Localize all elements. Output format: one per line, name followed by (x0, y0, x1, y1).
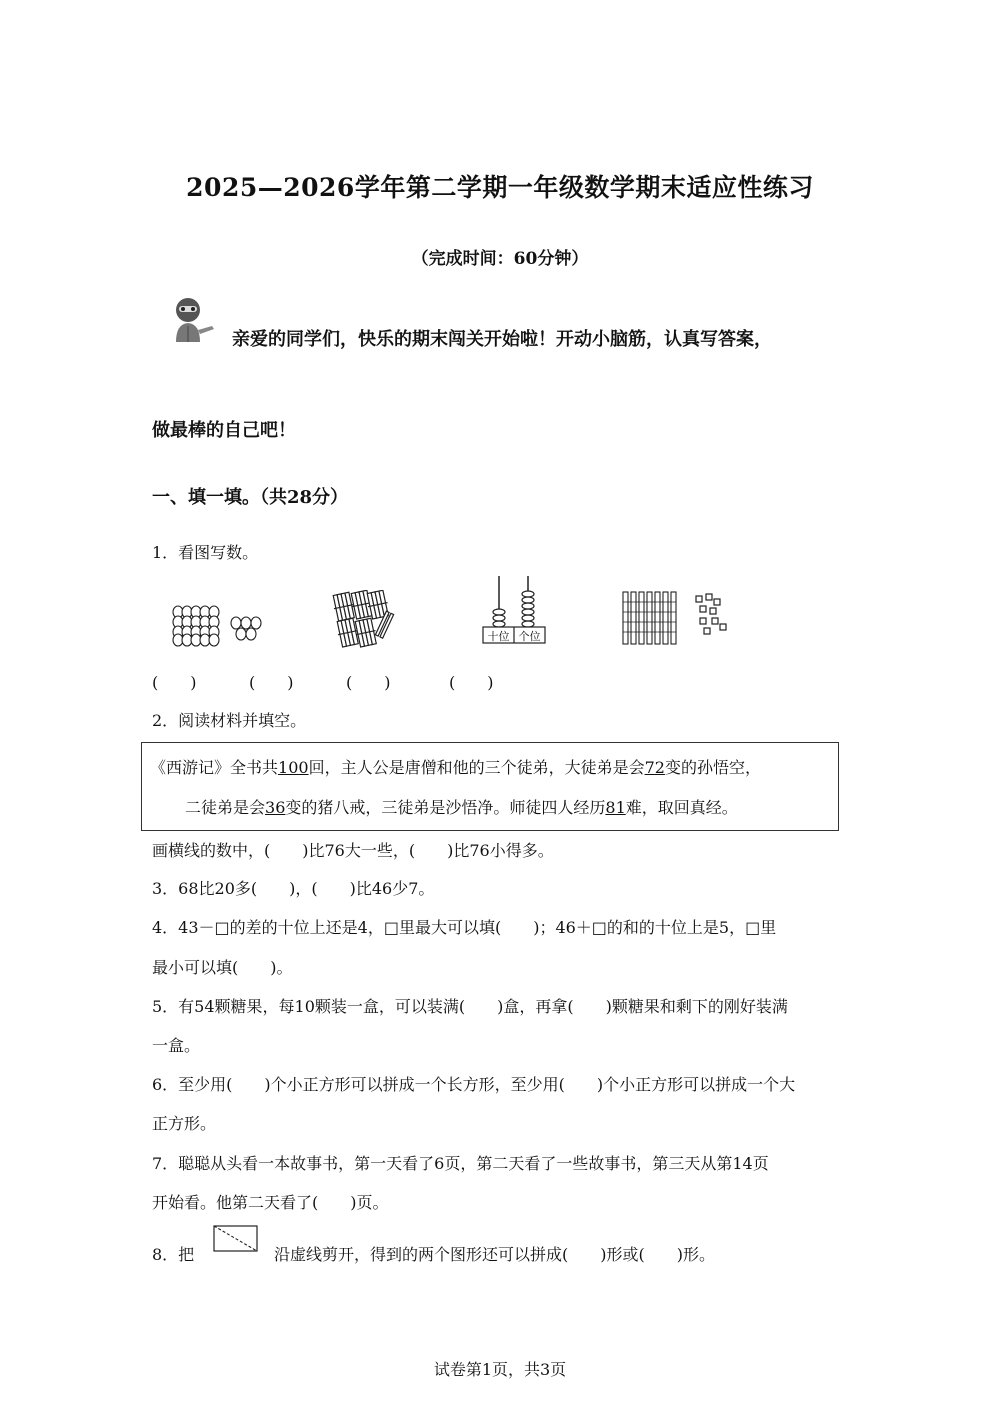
greeting-line-2: 做最棒的自己吧！ (152, 420, 296, 441)
question-7-line-1: 7．聪聪从头看一本故事书，第一天看了6页，第二天看了一些故事书，第三天从第14页 (152, 1154, 769, 1173)
question-4-line-1: 4．43－□的差的十位上还是4，□里最大可以填( )；46＋□的和的十位上是5，□里 (152, 918, 777, 937)
q1-answer-3: ( ) (346, 673, 391, 692)
q1-answer-2: ( ) (249, 673, 294, 692)
passage-text: 难，取回真经。 (625, 798, 738, 817)
greeting-line-1: 亲爱的同学们，快乐的期末闯关开始啦！开动小脑筋，认真写答案， (232, 329, 772, 350)
underlined-number: 81 (605, 798, 626, 817)
passage-line-2 (185, 795, 738, 818)
question-6-line-1: 6．至少用( )个小正方形可以拼成一个长方形，至少用( )个小正方形可以拼成一个大 (152, 1075, 796, 1094)
abacus-tens-label: 十位 (487, 630, 510, 643)
egg-cluster-image (170, 603, 262, 647)
reading-passage-box (141, 742, 839, 831)
underlined-number: 36 (265, 798, 286, 817)
question-1-label: 1．看图写数。 (152, 543, 259, 562)
question-3: 3．68比20多( )，( )比46少7。 (152, 879, 435, 898)
passage-text: 变的猪八戒，三徒弟是沙悟净。师徒四人经历 (285, 798, 606, 817)
question-8-text: 沿虚线剪开，得到的两个图形还可以拼成( )形或( )形。 (274, 1245, 715, 1264)
abacus-ones-label: 个位 (518, 630, 541, 643)
q1-answer-1: ( ) (152, 673, 197, 692)
question-2-label: 2．阅读材料并填空。 (152, 711, 307, 730)
page-footer: 试卷第1页，共3页 (433, 1360, 567, 1379)
robot-mascot-icon (168, 296, 220, 346)
passage-text: 《西游记》全书共 (150, 758, 279, 777)
q1-answer-4: ( ) (449, 673, 494, 692)
question-5-line-1: 5．有54颗糖果，每10颗装一盒，可以装满( )盒，再拿( )颗糖果和剩下的刚好装满 (152, 997, 788, 1016)
question-2-prompt: 画横线的数中，( )比76大一些，( )比76小得多。 (152, 841, 554, 860)
question-7-line-2: 开始看。他第二天看了( )页。 (152, 1193, 389, 1212)
question-5-line-2: 一盒。 (152, 1036, 201, 1055)
underlined-number: 100 (278, 758, 309, 777)
page-title: 2025—2026学年第二学期一年级数学期末适应性练习 (186, 173, 814, 202)
passage-text: 变的孙悟空， (664, 758, 761, 777)
question-6-line-2: 正方形。 (152, 1114, 217, 1133)
question-8-prefix: 8．把 (152, 1245, 195, 1264)
stick-bundles-image (328, 590, 404, 650)
question-4-line-2: 最小可以填( )。 (152, 958, 293, 977)
rectangle-dashed-diagonal-icon (213, 1225, 259, 1253)
rods-and-cubes-image (620, 590, 736, 646)
passage-text: 二徒弟是会 (185, 798, 266, 817)
completion-time: （完成时间：60分钟） (411, 249, 589, 269)
passage-text: 回，主人公是唐僧和他的三个徒弟，大徒弟是会 (308, 758, 645, 777)
passage-line-1 (150, 755, 761, 778)
underlined-number: 72 (644, 758, 665, 777)
section-1-heading: 一、填一填。（共28分） (152, 487, 349, 508)
